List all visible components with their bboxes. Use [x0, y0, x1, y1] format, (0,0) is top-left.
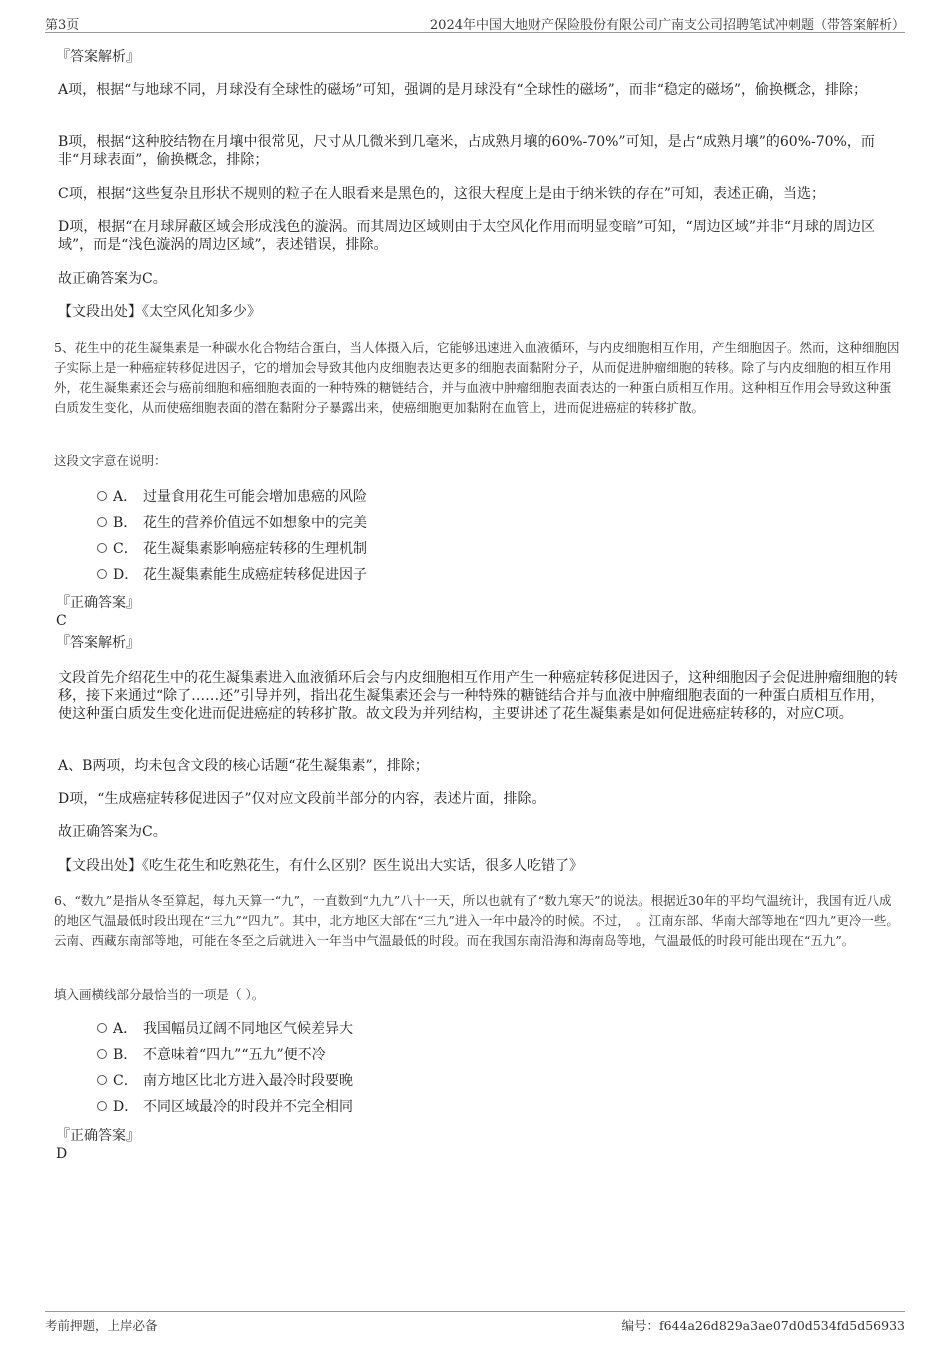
page-footer [45, 1311, 905, 1334]
footer-slogan: 考前押题，上岸必备 [45, 1318, 158, 1333]
option-letter: A． [113, 489, 138, 505]
q6-option-a[interactable] [97, 1019, 353, 1039]
q5-source: 【文段出处】《吃生花生和吃熟花生，有什么区别？医生说出大实话，很多人吃错了》 [58, 858, 583, 874]
q5-option-a[interactable] [97, 487, 367, 507]
q5-answer: C [56, 613, 67, 629]
q6-option-d[interactable] [97, 1097, 353, 1117]
q4-analysis-a: A项，根据“与地球不同，月球没有全球性的磁场”可知，强调的是月球没有“全球性的磁场”，而非“稳定的磁场”，偷换概念，排除； [58, 82, 868, 98]
q6-answer-label: 『正确答案』 [56, 1128, 140, 1144]
radio-icon[interactable] [97, 543, 107, 553]
radio-icon[interactable] [97, 1049, 107, 1059]
option-text: 过量食用花生可能会增加患癌的风险 [143, 489, 367, 505]
option-letter: C． [113, 1073, 138, 1089]
q6-passage: 6、“数九”是指从冬至算起，每九天算一“九”，一直数到“九九”八十一天，所以也就有了“数九寒天”的说法。根据近30年的平均气温统计，我国有近八成的地区气温最低时段出现在“三九”“四九”。其中，北方地区大部在“三九”进入一年中最冷的时候。不过， 。江南东部、华南大部等地在“四九”更冷一些。云南、西藏东南部等地，可能在冬至之后就进入一年当中气温最低的时段。而在我国东南沿海和海南岛等地，气温最低的时段可能出现在“五九”。 [54, 893, 899, 948]
q4-analysis-b: B项，根据“这种胶结物在月壤中很常见，尺寸从几微米到几毫米，占成熟月壤的60%-70%”可知，是占“成熟月壤”的60%-70%，而非“月球表面”，偷换概念，排除； [58, 134, 875, 168]
document-code: 编号：f644a26d829a3ae07d0d534fd5d56933 [621, 1318, 905, 1333]
option-text: 不意味着“四九”“五九”便不冷 [143, 1047, 326, 1063]
option-letter: D． [113, 567, 139, 583]
q5-analysis-ab: A、B两项，均未包含文段的核心话题“花生凝集素”，排除； [58, 758, 429, 774]
option-letter: A． [113, 1021, 138, 1037]
option-letter: C． [113, 541, 138, 557]
option-text: 花生凝集素影响癌症转移的生理机制 [143, 541, 367, 557]
radio-icon[interactable] [97, 1101, 107, 1111]
radio-icon[interactable] [97, 569, 107, 579]
option-text: 花生的营养价值远不如想象中的完美 [143, 515, 367, 531]
option-text: 不同区域最冷的时段并不完全相同 [143, 1099, 353, 1115]
q6-question: 填入画横线部分最恰当的一项是（ ）。 [54, 987, 265, 1002]
q4-analysis-label: 『答案解析』 [56, 49, 140, 65]
page-number: 第3页 [45, 18, 80, 33]
document-title: 2024年中国大地财产保险股份有限公司广南支公司招聘笔试冲刺题（带答案解析） [429, 18, 905, 33]
q5-conclusion: 故正确答案为C。 [58, 824, 167, 840]
radio-icon[interactable] [97, 1023, 107, 1033]
q5-question: 这段文字意在说明： [54, 453, 167, 468]
q4-conclusion: 故正确答案为C。 [58, 271, 167, 287]
q6-option-b[interactable] [97, 1045, 326, 1065]
radio-icon[interactable] [97, 1075, 107, 1085]
q6-option-c[interactable] [97, 1071, 353, 1091]
q6-answer: D [56, 1146, 68, 1162]
q5-option-b[interactable] [97, 513, 367, 533]
q5-analysis-d: D项，“生成癌症转移促进因子”仅对应文段前半部分的内容，表述片面，排除。 [58, 791, 546, 807]
q4-analysis-c: C项，根据“这些复杂且形状不规则的粒子在人眼看来是黑色的，这很大程度上是由于纳米铁的存在”可知，表述正确，当选； [58, 186, 826, 202]
radio-icon[interactable] [97, 491, 107, 501]
option-letter: D． [113, 1099, 139, 1115]
q5-analysis-label: 『答案解析』 [56, 635, 140, 651]
option-text: 我国幅员辽阔不同地区气候差异大 [143, 1021, 353, 1037]
radio-icon[interactable] [97, 517, 107, 527]
q5-option-c[interactable] [97, 539, 367, 559]
q4-source: 【文段出处】《太空风化知多少》 [58, 304, 261, 320]
option-letter: B． [113, 1047, 138, 1063]
page-header [45, 14, 905, 33]
option-text: 南方地区比北方进入最冷时段要晚 [143, 1073, 353, 1089]
q4-analysis-d: D项，根据“在月球屏蔽区域会形成浅色的漩涡。而其周边区域则由于太空风化作用而明显变暗”可知，“周边区域”并非“月球的周边区域”，而是“浅色漩涡的周边区域”，表述错误，排除。 [58, 219, 876, 253]
q5-option-d[interactable] [97, 565, 367, 585]
q5-analysis-main: 文段首先介绍花生中的花生凝集素进入血液循环后会与内皮细胞相互作用产生一种癌症转移促进因子，这种细胞因子会促进肿瘤细胞的转移，接下来通过“除了……还”引导并列，指出花生凝集素还会与一种特殊的糖链结合并与血液中肿瘤细胞表面的一种蛋白质相互作用，使这种蛋白质发生变化进而促进癌症的转移扩散。故文段为并列结构，主要讲述了花生凝集素是如何促进癌症转移的，对应C项。 [58, 670, 898, 722]
option-text: 花生凝集素能生成癌症转移促进因子 [143, 567, 367, 583]
q5-answer-label: 『正确答案』 [56, 595, 140, 611]
option-letter: B． [113, 515, 138, 531]
q5-passage: 5、花生中的花生凝集素是一种碳水化合物结合蛋白，当人体摄入后，它能够迅速进入血液循环，与内皮细胞相互作用，产生细胞因子。然而，这种细胞因子实际上是一种癌症转移促进因子，它的增加会导致其他内皮细胞表达更多的细胞表面黏附分子，从而促进肿瘤细胞的转移。除了与内皮细胞的相互作用外，花生凝集素还会与癌前细胞和癌细胞表面的一种特殊的糖链结合，并与血液中肿瘤细胞表面表达的一种蛋白质相互作用。这种相互作用会导致这种蛋白质发生变化，从而使癌细胞表面的潜在黏附分子暴露出来，使癌细胞更加黏附在血管上，进而促进癌症的转移扩散。 [54, 340, 900, 415]
